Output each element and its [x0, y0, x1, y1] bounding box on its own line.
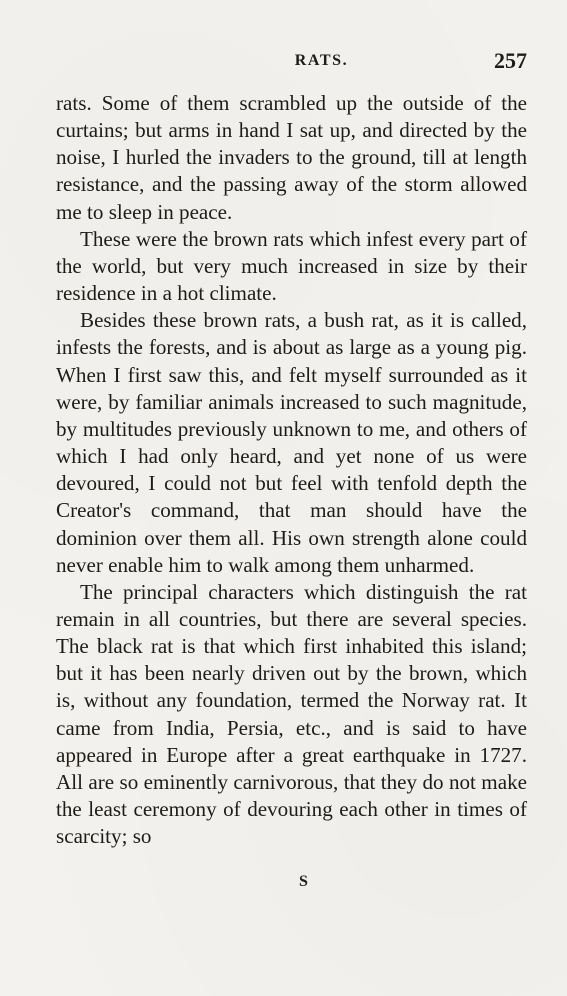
page-number: 257: [494, 48, 527, 73]
body-text: [56, 90, 527, 850]
signature-mark: S: [299, 873, 308, 890]
paragraph-rat-species: The principal characters which distinguish the rat remain in all countries, but there are several species. The black rat is that which first inhabited this island; but it has been nearly driven out by the brown, which is, without any foundation, termed the Norway rat. It came from India, Persia, etc., and is said to have appeared in Europe after a great earthquake in 1727. All are so eminently carnivorous, that they do not make the least ceremony of devouring each other in times of scarcity; so: [56, 579, 527, 849]
paragraph-continued: rats. Some of them scrambled up the outside of the curtains; but arms in hand I sat up, and directed by the noise, I hurled the invaders to the ground, till at length resistance, and the passing away of the storm allowed me to sleep in peace.: [56, 91, 527, 224]
paragraph-brown-rats: These were the brown rats which infest every part of the world, but very much increased in size by their residence in a hot climate.: [56, 226, 527, 306]
running-title: RATS.: [294, 52, 349, 69]
page-header: [56, 48, 527, 74]
paragraph-bush-rat: Besides these brown rats, a bush rat, as it is called, infests the forests, and is about as large as a young pig. When I first saw this, and felt myself surrounded as it were, by familiar animals increased to such magnitude, by multitudes previously unknown to me, and others of which I had only heard, and yet none of us were devoured, I could not but feel with tenfold depth the Creator's command, that man should have the dominion over them all. His own strength alone could never enable him to walk among them unharmed.: [56, 308, 527, 577]
